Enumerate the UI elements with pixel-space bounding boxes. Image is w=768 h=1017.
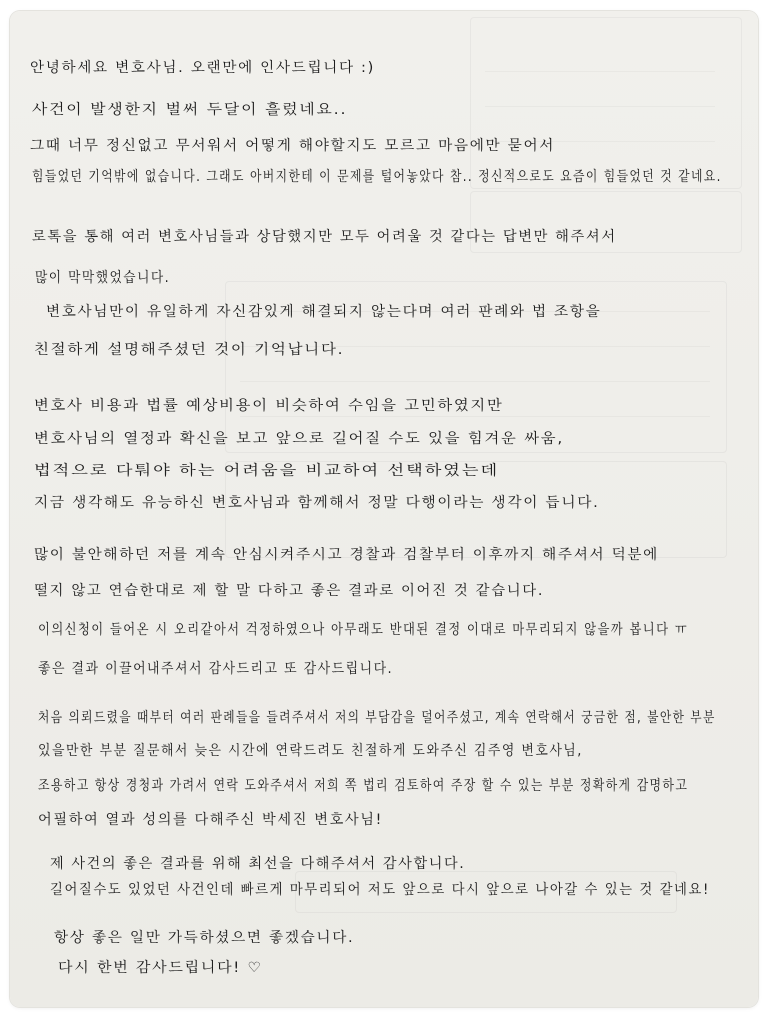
bleed-through-line (485, 71, 715, 72)
letter-line: 사건이 발생한지 벌써 두달이 흘렀네요.. (32, 102, 348, 118)
letter-line: 이의신청이 들어온 시 오리같아서 걱정하였으나 아무래도 반대된 결정 이대로 마무리되지 않을까 봅니다 ㅠ (38, 622, 689, 638)
bleed-through-line (485, 106, 715, 107)
letter-line: 처음 의뢰드렸을 때부터 여러 판례들을 들려주셔서 저의 부담감을 덜어주셨고, 계속 연락해서 궁금한 점, 불안한 부분 (38, 710, 716, 726)
bleed-through-line (240, 381, 710, 382)
bleed-through-line (240, 416, 710, 417)
letter-line: 길어질수도 있었던 사건인데 빠르게 마무리되어 저도 앞으로 다시 앞으로 나아갈 수 있는 것 같네요! (50, 882, 710, 898)
bleed-through-box (470, 17, 742, 189)
letter-line: 지금 생각해도 유능하신 변호사님과 함께해서 정말 다행이라는 생각이 듭니다. (34, 495, 600, 511)
letter-line: 제 사건의 좋은 결과를 위해 최선을 다해주셔서 감사합니다. (50, 856, 466, 872)
letter-line: 많이 불안해하던 저를 계속 안심시켜주시고 경찰과 검찰부터 이후까지 해주셔서 덕분에 (34, 547, 659, 563)
letter-line: 로톡을 통해 여러 변호사님들과 상담했지만 모두 어려울 것 같다는 답변만 해주셔서 (32, 229, 617, 245)
letter-line: 떨지 않고 연습한대로 제 할 말 다하고 좋은 결과로 이어진 것 같습니다. (34, 583, 545, 599)
letter-line: 변호사님만이 유일하게 자신감있게 해결되지 않는다며 여러 판례와 법 조항을 (46, 304, 602, 320)
letter-line: 어필하여 열과 성의를 다해주신 박세진 변호사님! (38, 812, 383, 828)
letter-line: 힘들었던 기억밖에 없습니다. 그래도 아버지한테 이 문제를 털어놓았다 참.. 정신적으로도 요즘이 힘들었던 것 같네요. (32, 169, 722, 185)
letter-line: 조용하고 항상 경청과 가려서 연락 도와주셔서 저희 쪽 법리 검토하여 주장 할 수 있는 부분 정확하게 감명하고 (38, 778, 689, 794)
letter-line: 항상 좋은 일만 가득하셨으면 좋겠습니다. (54, 930, 355, 946)
letter-line: 그때 너무 정신없고 무서워서 어떻게 해야할지도 모르고 마음에만 묻어서 (30, 138, 556, 154)
letter-line: 다시 한번 감사드립니다! ♡ (58, 960, 263, 976)
letter-line: 많이 막막했었습니다. (35, 270, 171, 286)
letter-line: 변호사님의 열정과 확신을 보고 앞으로 길어질 수도 있을 힘겨운 싸움, (34, 431, 564, 447)
letter-line: 안녕하세요 변호사님. 오랜만에 인사드립니다 :) (30, 60, 375, 76)
letter-line: 법적으로 다퉈야 하는 어려움을 비교하여 선택하였는데 (34, 463, 500, 479)
letter-line: 있을만한 부분 질문해서 늦은 시간에 연락드려도 친절하게 도와주신 김주영 변호사님, (38, 743, 583, 759)
letter-line: 친절하게 설명해주셨던 것이 기억납니다. (34, 342, 345, 358)
letter-line: 변호사 비용과 법률 예상비용이 비슷하여 수임을 고민하였지만 (34, 398, 504, 414)
letter-line: 좋은 결과 이끌어내주셔서 감사드리고 또 감사드립니다. (38, 661, 394, 677)
letter-paper (10, 11, 758, 1007)
